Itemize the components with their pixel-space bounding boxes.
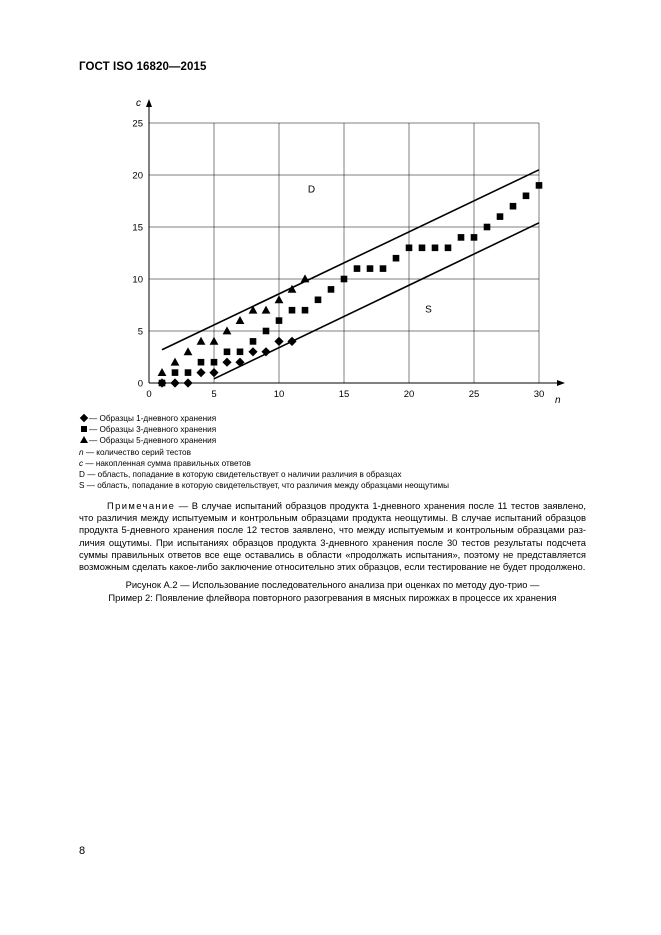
- triangle-marker-icon: [80, 436, 88, 443]
- legend-item-3-day: — Образцы 3-дневного хранения: [79, 424, 449, 435]
- data-point-square: [367, 265, 374, 272]
- data-point-diamond: [222, 358, 231, 367]
- data-point-square: [523, 193, 530, 200]
- x-tick-label: 5: [211, 389, 217, 400]
- x-tick-label: 10: [273, 389, 285, 400]
- data-point-square: [159, 380, 166, 387]
- region-label-s: S: [425, 304, 432, 316]
- data-point-square: [380, 265, 387, 272]
- data-point-triangle: [223, 326, 232, 334]
- data-point-square: [432, 245, 439, 252]
- note-line-6: возможным сделать какое-либо заключение относительно этих образцов, если тестирование не будет продолжено.: [79, 561, 586, 573]
- note-line-1: Примечание — В случае испытаний образцов продукта 1-дневного хранения после 11 тестов заявлено,: [107, 500, 586, 511]
- legend-item-n: n — количество серий тестов: [79, 447, 191, 457]
- figure-note: [79, 500, 586, 573]
- data-point-diamond: [287, 337, 296, 346]
- sequential-analysis-chart: [0, 0, 661, 410]
- data-point-square: [224, 349, 231, 356]
- legend-item-c: c — накопленная сумма правильных ответов: [79, 458, 251, 468]
- data-point-diamond: [248, 347, 257, 356]
- legend-symbol-c: c: [79, 458, 84, 468]
- note-line-3: продукта 5-дневного хранения после 12 тестов заявлено, что между испытуемым и контрольным образцами раз-: [79, 524, 586, 536]
- legend-symbol-s: S: [79, 481, 85, 491]
- data-point-square: [445, 245, 452, 252]
- legend-symbol-d: D: [79, 470, 85, 480]
- data-point-triangle: [210, 337, 219, 345]
- data-point-square: [263, 328, 270, 335]
- data-point-triangle: [275, 295, 284, 303]
- legend-symbol-n: n: [79, 447, 84, 457]
- data-point-triangle: [249, 306, 258, 314]
- y-tick-label: 20: [132, 170, 143, 182]
- data-point-square: [406, 245, 413, 252]
- data-point-square: [393, 255, 400, 262]
- data-point-diamond: [209, 368, 218, 377]
- data-point-square: [510, 203, 517, 210]
- note-line-5: суммы правильных ответов все еще оставались в области «продолжать испытания», поэтому не представляется: [79, 548, 586, 560]
- data-point-square: [328, 286, 335, 293]
- note-line-4: личия ощутимы. При испытаниях образцов продукта 3-дневного хранения после 30 тестов результаты подсчета: [79, 536, 586, 548]
- legend-item-d: D — область, попадание в которую свидетельствует о наличии различия в образцах: [79, 470, 402, 480]
- y-tick-label: 5: [137, 326, 143, 338]
- x-tick-label: 15: [338, 389, 350, 400]
- data-point-diamond: [196, 368, 205, 377]
- data-point-square: [289, 307, 296, 314]
- data-point-square: [302, 307, 309, 314]
- caption-line-1: Рисунок А.2 — Использование последовательного анализа при оценках по методу дуо-трио —: [125, 579, 540, 590]
- data-point-square: [172, 369, 179, 376]
- data-point-triangle: [236, 316, 245, 324]
- data-point-triangle: [171, 358, 180, 366]
- legend-item-5-day: — Образцы 5-дневного хранения: [79, 435, 449, 446]
- data-point-square: [237, 349, 244, 356]
- y-axis-label: c: [136, 98, 141, 109]
- note-label: Примечание: [107, 500, 176, 511]
- data-point-square: [185, 369, 192, 376]
- y-axis-arrow-icon: [146, 99, 152, 107]
- data-point-triangle: [184, 347, 193, 355]
- data-point-square: [458, 234, 465, 241]
- data-point-square: [419, 245, 426, 252]
- y-tick-label: 0: [137, 378, 143, 390]
- data-point-square: [354, 265, 361, 272]
- x-axis-arrow-icon: [557, 380, 565, 386]
- y-tick-label: 25: [132, 118, 143, 130]
- figure-legend: [79, 413, 449, 491]
- data-point-square: [536, 182, 543, 189]
- data-point-diamond: [170, 378, 179, 387]
- x-axis-label: n: [555, 395, 561, 406]
- data-point-square: [471, 234, 478, 241]
- square-marker-icon: [81, 426, 87, 432]
- x-tick-label: 20: [403, 389, 415, 400]
- data-point-diamond: [183, 378, 192, 387]
- legend-item-1-day: — Образцы 1-дневного хранения: [79, 413, 449, 424]
- x-tick-label: 25: [468, 389, 480, 400]
- data-point-square: [484, 224, 491, 231]
- figure-caption: [79, 579, 586, 604]
- data-point-square: [250, 338, 257, 345]
- data-point-triangle: [197, 337, 206, 345]
- data-point-square: [198, 359, 205, 366]
- data-point-square: [211, 359, 218, 366]
- page-number: 8: [79, 845, 86, 857]
- document-header: ГОСТ ISO 16820—2015: [79, 61, 207, 73]
- caption-line-2: Пример 2: Появление флейвора повторного разогревания в мясных пирожках в процессе их хранения: [108, 591, 557, 603]
- data-point-square: [341, 276, 348, 283]
- x-tick-label: 30: [533, 389, 545, 400]
- y-tick-label: 15: [132, 222, 143, 234]
- legend-item-s: S — область, попадание в которую свидетельствует, что различия между образцами неощутимы: [79, 481, 450, 491]
- region-label-d: D: [307, 184, 316, 196]
- data-point-square: [315, 297, 322, 304]
- data-point-square: [497, 213, 504, 220]
- diamond-marker-icon: [79, 414, 87, 422]
- data-point-triangle: [301, 274, 310, 282]
- data-point-diamond: [274, 337, 283, 346]
- data-point-triangle: [158, 368, 167, 376]
- boundary-line-upper: [162, 170, 539, 350]
- note-line-2: что различия между испытуемым и контрольным образцами продукта неощутимы. В случае испытаний образцов: [79, 512, 586, 524]
- data-point-square: [276, 317, 283, 324]
- y-tick-label: 10: [132, 274, 143, 286]
- data-point-triangle: [262, 306, 271, 314]
- x-tick-label: 0: [146, 389, 152, 400]
